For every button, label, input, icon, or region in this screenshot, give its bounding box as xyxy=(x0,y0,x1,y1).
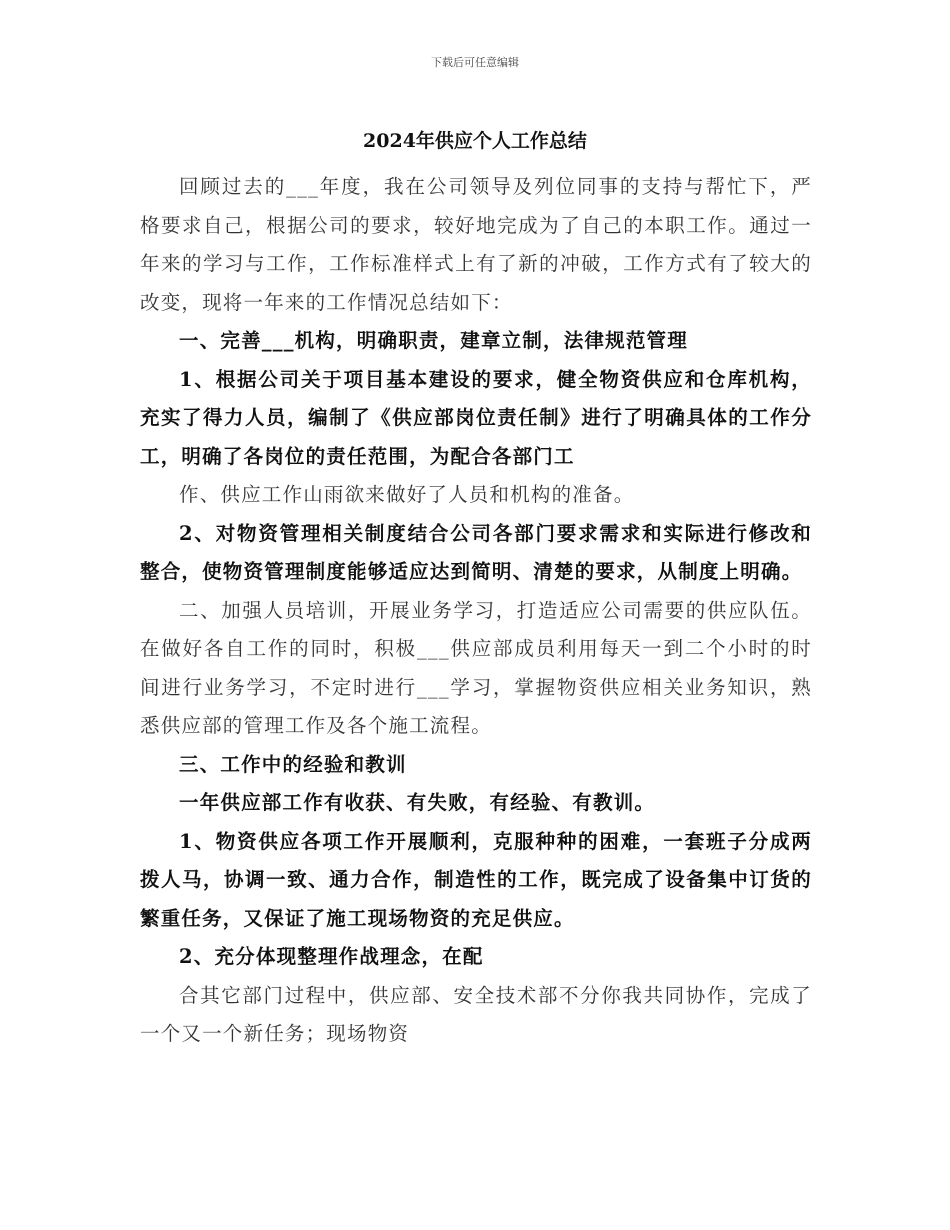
paragraph: 作、供应工作山雨欲来做好了人员和机构的准备。 xyxy=(179,483,635,506)
document-body xyxy=(140,168,812,1054)
document-title: 2024年供应个人工作总结 xyxy=(363,130,587,152)
paragraph: 2、充分体现整理作战理念，在配 xyxy=(179,945,484,968)
header-note: 下载后可任意编辑 xyxy=(431,56,519,69)
paragraph: 2、对物资管理相关制度结合公司各部门要求需求和实际进行修改和整合，使物资管理制度能够适应达到简明、清楚的要求，从制度上明确。 xyxy=(140,521,812,583)
paragraph: 1、根据公司关于项目基本建设的要求，健全物资供应和仓库机构，充实了得力人员，编制了《供应部岗位责任制》进行了明确具体的工作分工，明确了各岗位的责任范围，为配合各部门工 xyxy=(140,367,812,468)
paragraph: 二、加强人员培训，开展业务学习，打造适应公司需要的供应队伍。在做好各自工作的同时，积极___供应部成员利用每天一到二个小时的时间进行业务学习，不定时进行___学习，掌握物资供应相关业务知识，熟悉供应部的管理工作及各个施工流程。 xyxy=(140,598,812,737)
paragraph: 一年供应部工作有收获、有失败，有经验、有教训。 xyxy=(179,791,656,814)
paragraph: 合其它部门过程中，供应部、安全技术部不分你我共同协作，完成了一个又一个新任务；现场物资 xyxy=(140,983,812,1045)
paragraph: 1、物资供应各项工作开展顺利，克服种种的困难，一套班子分成两拨人马，协调一致、通力合作，制造性的工作，既完成了设备集中订货的繁重任务，又保证了施工现场物资的充足供应。 xyxy=(140,829,812,930)
paragraph: 回顾过去的___年度，我在公司领导及列位同事的支持与帮忙下，严格要求自己，根据公司的要求，较好地完成为了自己的本职工作。通过一年来的学习与工作，工作标准样式上有了新的冲破，工作方式有了较大的改变，现将一年来的工作情况总结如下： xyxy=(140,175,812,314)
section-heading: 三、工作中的经验和教训 xyxy=(179,752,407,776)
section-heading: 一、完善___机构，明确职责，建章立制，法律规范管理 xyxy=(179,329,688,352)
